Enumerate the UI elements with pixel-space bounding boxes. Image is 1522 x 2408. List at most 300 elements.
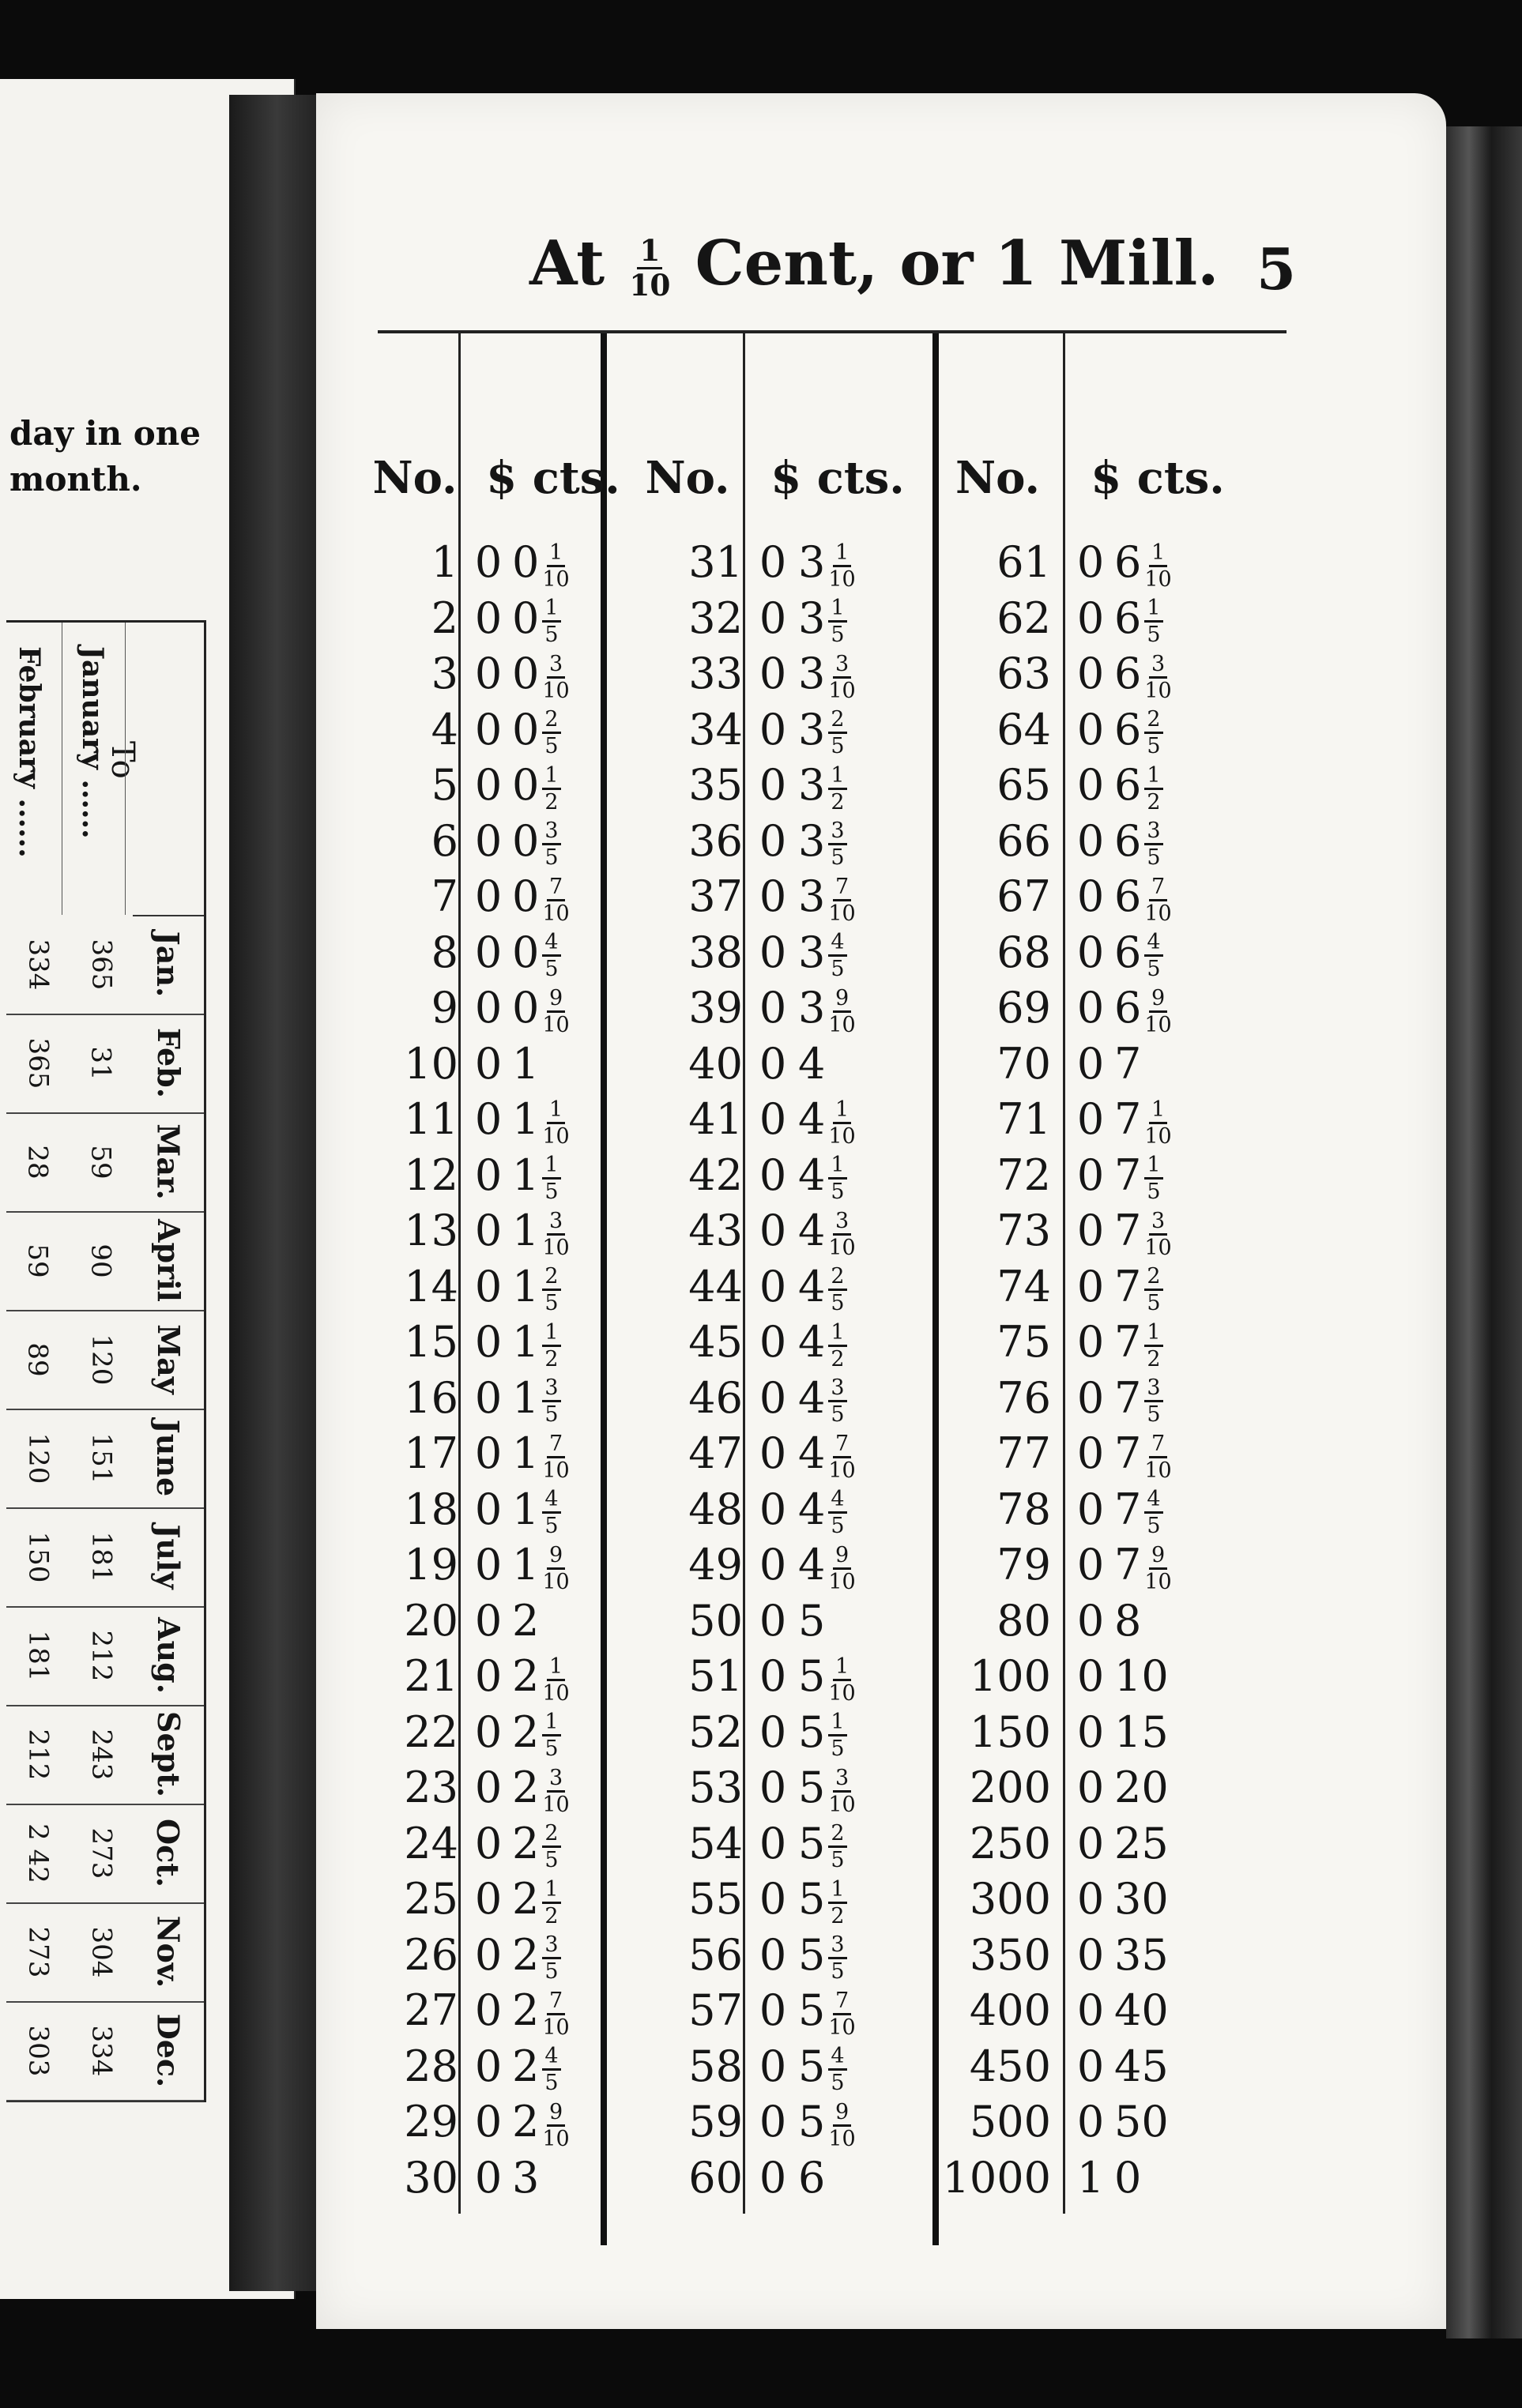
row-dollars: 0 — [474, 1094, 503, 1144]
from-january-days: 120 — [85, 1334, 117, 1385]
cents-fraction — [1144, 597, 1162, 645]
left-table-row — [6, 1902, 204, 2003]
row-cents — [512, 1816, 564, 1872]
row-dollars: 0 — [1076, 927, 1105, 977]
cents-fraction-numerator: 3 — [547, 1767, 565, 1793]
from-january-days: 243 — [85, 1729, 117, 1780]
cents-fraction-numerator: 9 — [1149, 1545, 1167, 1570]
row-number: 39 — [688, 983, 743, 1033]
row-number: 2 — [431, 593, 458, 643]
cents-whole: 4 — [798, 1484, 826, 1534]
row-dollars: 0 — [1076, 1985, 1105, 2035]
cents-fraction-numerator: 4 — [1144, 931, 1162, 957]
cents-whole: 7 — [1114, 1540, 1142, 1590]
cents-fraction-denominator: 5 — [544, 1736, 559, 1761]
cents-fraction-numerator: 2 — [542, 1266, 560, 1291]
cents-fraction-denominator: 5 — [831, 734, 845, 758]
row-number: 58 — [688, 2041, 743, 2091]
cents-fraction-numerator: 7 — [833, 876, 851, 901]
cents-fraction-denominator: 10 — [542, 1680, 570, 1706]
interest-table — [316, 333, 1446, 2229]
cents-fraction — [828, 1823, 846, 1871]
cents-fraction-denominator: 10 — [1144, 1235, 1172, 1260]
to-month-label-cell — [133, 1606, 204, 1705]
to-month-label: Dec. — [150, 2013, 186, 2088]
cents-whole: 0 — [512, 593, 540, 643]
row-cents — [798, 1203, 859, 1259]
column-rule — [743, 333, 745, 2214]
row-cents — [798, 1537, 859, 1593]
to-month-label-cell — [133, 1902, 204, 2001]
row-number: 55 — [688, 1874, 743, 1924]
cents-fraction-numerator: 3 — [547, 1210, 565, 1236]
cents-fraction — [828, 1990, 855, 2038]
cents-fraction-denominator: 10 — [1144, 901, 1172, 926]
cents-fraction-denominator: 5 — [544, 957, 559, 981]
cents-fraction — [542, 653, 569, 702]
cents-fraction-numerator: 1 — [547, 1656, 565, 1681]
row-cents — [1114, 1872, 1169, 1927]
row-number: 46 — [688, 1372, 743, 1423]
cents-fraction-denominator: 10 — [542, 566, 570, 592]
cents-whole: 0 — [512, 649, 540, 698]
row-dollars: 0 — [1076, 1651, 1105, 1701]
cents-fraction-denominator: 10 — [828, 1235, 856, 1260]
cents-whole: 6 — [1114, 649, 1142, 698]
row-cents — [1114, 1705, 1169, 1760]
cents-fraction — [1144, 542, 1171, 590]
cents-fraction — [828, 1488, 846, 1537]
row-number: 31 — [688, 537, 743, 587]
cents-whole: 7 — [1114, 1484, 1142, 1534]
to-month-label-cell — [133, 1804, 204, 1902]
row-cents — [1114, 758, 1166, 813]
cents-fraction — [542, 2045, 560, 2094]
cents-fraction — [542, 1876, 560, 1928]
to-month-label: May — [150, 1324, 186, 1394]
row-number: 62 — [996, 593, 1051, 643]
cents-fraction-denominator: 2 — [544, 1346, 559, 1371]
cents-fraction-numerator: 3 — [542, 820, 560, 845]
row-dollars: 0 — [759, 815, 787, 866]
cents-fraction-denominator: 10 — [1144, 1012, 1172, 1037]
row-number: 6 — [431, 815, 458, 866]
row-number: 8 — [431, 927, 458, 977]
row-number: 79 — [996, 1540, 1051, 1590]
row-cents — [512, 591, 564, 646]
cents-fraction — [1144, 820, 1162, 868]
row-cents — [512, 1148, 564, 1203]
cents-fraction-numerator: 1 — [828, 1711, 846, 1736]
cents-fraction — [1144, 1210, 1171, 1259]
cents-whole: 0 — [512, 760, 540, 810]
cents-fraction — [542, 709, 560, 757]
cents-fraction-numerator: 4 — [542, 2045, 560, 2071]
cents-whole: 4 — [798, 1038, 826, 1089]
cents-whole: 20 — [1114, 1763, 1169, 1812]
from-february-days: 273 — [22, 1926, 54, 1977]
row-dollars: 0 — [759, 1540, 787, 1590]
from-january-days-cell — [70, 1804, 133, 1902]
from-february-days-cell — [6, 1507, 70, 1606]
row-cents — [798, 1649, 859, 1704]
from-february-days-cell — [6, 1606, 70, 1705]
cents-whole: 6 — [1114, 593, 1142, 643]
group-divider — [601, 333, 607, 2245]
cents-whole: 5 — [798, 1818, 826, 1868]
to-month-label-cell — [133, 1310, 204, 1409]
cents-fraction-numerator: 1 — [547, 1099, 565, 1124]
cents-fraction-denominator: 5 — [544, 734, 559, 758]
cents-fraction-numerator: 9 — [547, 988, 565, 1013]
cents-fraction-denominator: 5 — [831, 1848, 845, 1872]
cents-fraction — [1144, 931, 1162, 980]
cents-fraction — [542, 1266, 560, 1314]
title-fraction-denominator: 10 — [629, 268, 671, 303]
row-cents — [512, 1537, 573, 1593]
cents-fraction-denominator: 10 — [828, 2126, 856, 2151]
cents-fraction — [542, 1377, 560, 1425]
cents-fraction-denominator: 5 — [1147, 623, 1161, 647]
row-cents — [798, 591, 850, 646]
from-january-days-cell — [70, 1014, 133, 1112]
to-month-label: Oct. — [150, 1818, 186, 1888]
cents-whole: 6 — [1114, 704, 1142, 754]
from-january-days-cell — [70, 1211, 133, 1310]
row-cents — [1114, 646, 1175, 702]
from-january-days-cell — [70, 2001, 133, 2100]
cents-fraction-denominator: 5 — [1147, 1291, 1161, 1315]
row-cents — [798, 646, 859, 702]
cents-fraction-numerator: 1 — [542, 1322, 560, 1347]
row-number: 56 — [688, 1929, 743, 1980]
cents-fraction — [828, 709, 846, 757]
row-number: 17 — [404, 1428, 458, 1478]
cents-whole: 5 — [798, 1874, 826, 1924]
row-number: 76 — [996, 1372, 1051, 1423]
row-number: 26 — [404, 1929, 458, 1980]
cents-whole: 4 — [798, 1149, 826, 1200]
row-number: 100 — [969, 1651, 1051, 1701]
from-january-days-cell — [70, 1606, 133, 1705]
row-number: 52 — [688, 1706, 743, 1757]
row-number: 25 — [404, 1874, 458, 1924]
left-heading-line-2: month. — [9, 460, 142, 499]
cents-whole: 5 — [798, 2041, 826, 2091]
to-month-label-cell — [133, 915, 204, 1014]
row-dollars: 0 — [759, 537, 787, 587]
cents-fraction — [828, 1154, 846, 1202]
cents-whole: 15 — [1114, 1706, 1169, 1757]
row-cents — [512, 758, 564, 813]
cents-whole: 7 — [1114, 1149, 1142, 1200]
row-cents — [798, 758, 850, 813]
from-february-days: 2 42 — [21, 1823, 54, 1883]
cents-fraction — [828, 1656, 855, 1704]
cents-fraction — [542, 931, 560, 980]
column-header-dollars-cents: $ cts. — [1091, 452, 1225, 504]
cents-fraction-denominator: 10 — [1144, 1569, 1172, 1594]
cents-fraction — [828, 1542, 856, 1594]
row-dollars: 0 — [1076, 1206, 1105, 1255]
row-number: 78 — [996, 1484, 1051, 1534]
row-cents — [1114, 814, 1166, 869]
cents-fraction — [828, 1767, 855, 1815]
row-number: 5 — [431, 760, 458, 810]
cents-fraction-denominator: 10 — [542, 1569, 570, 1594]
row-number: 29 — [404, 2097, 458, 2147]
row-number: 11 — [404, 1094, 458, 1144]
cents-whole: 7 — [1114, 1094, 1142, 1144]
row-dollars: 0 — [1076, 760, 1105, 810]
cents-fraction — [1144, 1542, 1172, 1594]
row-dollars: 0 — [474, 1595, 503, 1646]
cents-fraction — [542, 1319, 560, 1371]
row-dollars: 0 — [759, 927, 787, 977]
to-month-label: Nov. — [150, 1915, 186, 1988]
row-dollars: 0 — [759, 2041, 787, 2091]
row-number: 12 — [404, 1149, 458, 1200]
row-cents — [1114, 591, 1166, 646]
row-cents — [1114, 2094, 1169, 2150]
cents-fraction — [828, 1433, 855, 1481]
cents-fraction — [828, 1266, 846, 1314]
cents-fraction-numerator: 2 — [1144, 1266, 1162, 1291]
row-cents — [512, 1649, 573, 1704]
row-number: 57 — [688, 1985, 743, 2035]
to-month-label: June — [150, 1419, 186, 1497]
cents-fraction-numerator: 1 — [828, 1154, 846, 1180]
cents-fraction-denominator: 5 — [831, 957, 845, 981]
row-dollars: 0 — [1076, 1818, 1105, 1868]
left-table-row — [6, 2001, 204, 2101]
from-january-days: 304 — [85, 1926, 117, 1977]
row-dollars: 0 — [759, 2152, 787, 2203]
cents-fraction-denominator: 5 — [1147, 1514, 1161, 1538]
cents-fraction-numerator: 2 — [828, 709, 846, 734]
cents-fraction — [542, 1433, 569, 1481]
cents-fraction-numerator: 3 — [828, 820, 846, 845]
cents-fraction-numerator: 1 — [833, 1099, 851, 1124]
row-dollars: 0 — [759, 2097, 787, 2147]
cents-whole: 6 — [1114, 760, 1142, 810]
cents-whole: 2 — [512, 1706, 540, 1757]
row-cents — [798, 1371, 850, 1426]
row-dollars: 0 — [474, 2152, 503, 2203]
cents-whole: 3 — [798, 649, 826, 698]
from-february-days-cell — [6, 1902, 70, 2001]
row-dollars: 0 — [1076, 1595, 1105, 1646]
left-heading-line-1: day in one — [9, 414, 201, 453]
cents-whole: 10 — [1114, 1651, 1169, 1701]
row-number: 250 — [969, 1818, 1051, 1868]
row-cents — [512, 1203, 573, 1259]
row-dollars: 0 — [474, 760, 503, 810]
row-dollars: 0 — [474, 1763, 503, 1812]
row-number: 34 — [688, 704, 743, 754]
row-dollars: 0 — [759, 1818, 787, 1868]
row-number: 44 — [688, 1261, 743, 1311]
cents-whole: 4 — [798, 1540, 826, 1590]
row-dollars: 0 — [1076, 983, 1105, 1033]
cents-whole: 4 — [798, 1094, 826, 1144]
cents-whole: 3 — [512, 2152, 540, 2203]
row-cents — [1114, 1092, 1175, 1147]
row-dollars: 0 — [1076, 593, 1105, 643]
cents-fraction-numerator: 9 — [833, 988, 851, 1013]
row-number: 74 — [996, 1261, 1051, 1311]
row-number: 45 — [688, 1317, 743, 1367]
cents-fraction-denominator: 10 — [542, 1458, 570, 1483]
cents-fraction-numerator: 1 — [1144, 597, 1162, 623]
row-number: 7 — [431, 871, 458, 921]
row-dollars: 0 — [1076, 1038, 1105, 1089]
to-label: To — [104, 741, 141, 779]
row-number: 19 — [404, 1540, 458, 1590]
row-cents — [512, 814, 564, 869]
from-february-days-cell — [6, 1310, 70, 1409]
cents-fraction-numerator: 3 — [542, 1377, 560, 1402]
row-dollars: 1 — [1076, 2152, 1105, 2203]
cents-whole: 3 — [798, 815, 826, 866]
cents-whole: 8 — [1114, 1595, 1142, 1646]
cents-fraction-denominator: 10 — [542, 678, 570, 703]
cents-fraction-numerator: 9 — [547, 2101, 565, 2127]
row-cents — [1114, 702, 1166, 758]
cents-fraction-denominator: 2 — [544, 789, 559, 815]
row-number: 150 — [969, 1706, 1051, 1757]
cents-whole: 5 — [798, 1985, 826, 2035]
row-cents — [1114, 1593, 1141, 1649]
column-header-no: No. — [372, 452, 458, 504]
cents-fraction-numerator: 1 — [828, 1879, 846, 1904]
row-dollars: 0 — [1076, 537, 1105, 587]
cents-fraction — [828, 1711, 846, 1759]
row-cents — [798, 1593, 825, 1649]
row-cents — [798, 1760, 859, 1815]
row-dollars: 0 — [1076, 2041, 1105, 2091]
row-dollars: 0 — [1076, 1706, 1105, 1757]
cents-fraction — [542, 1990, 569, 2038]
left-table-row — [6, 1804, 204, 1904]
to-month-label-cell — [133, 1507, 204, 1606]
row-number: 80 — [996, 1595, 1051, 1646]
row-cents — [1114, 1426, 1175, 1481]
row-cents — [512, 1482, 564, 1537]
cents-whole: 2 — [512, 1874, 540, 1924]
row-cents — [512, 1259, 564, 1315]
cents-whole: 2 — [512, 1985, 540, 2035]
cents-fraction — [542, 1542, 570, 1594]
row-dollars: 0 — [1076, 2097, 1105, 2147]
cents-fraction — [828, 1876, 846, 1928]
cents-fraction-numerator: 1 — [542, 1154, 560, 1180]
cents-fraction — [1144, 1319, 1162, 1371]
cents-fraction — [1144, 1377, 1162, 1425]
cents-fraction-denominator: 10 — [828, 1680, 856, 1706]
row-number: 400 — [969, 1985, 1051, 2035]
from-january-days: 151 — [85, 1432, 117, 1484]
row-cents — [1114, 1259, 1166, 1315]
cents-fraction — [542, 1656, 569, 1704]
to-month-label-cell — [133, 1211, 204, 1310]
cents-fraction-numerator: 2 — [542, 1823, 560, 1848]
row-dollars: 0 — [474, 537, 503, 587]
row-cents — [512, 535, 573, 590]
row-dollars: 0 — [759, 1595, 787, 1646]
row-cents — [798, 1928, 850, 1983]
cents-whole: 1 — [512, 1149, 540, 1200]
cents-fraction-denominator: 10 — [542, 1012, 570, 1037]
cents-whole: 50 — [1114, 2097, 1169, 2147]
cents-fraction-numerator: 9 — [833, 2101, 851, 2127]
row-dollars: 0 — [1076, 1540, 1105, 1590]
cents-whole: 6 — [1114, 983, 1142, 1033]
row-cents — [1114, 1371, 1166, 1426]
row-dollars: 0 — [1076, 871, 1105, 921]
cents-fraction — [542, 542, 569, 590]
row-number: 43 — [688, 1206, 743, 1255]
row-cents — [798, 1426, 859, 1481]
cents-fraction — [1144, 1154, 1162, 1202]
to-month-label: Jan. — [150, 931, 186, 998]
from-january-days-cell — [70, 915, 133, 1014]
row-dollars: 0 — [759, 1484, 787, 1534]
cents-whole: 2 — [512, 1651, 540, 1701]
row-dollars: 0 — [759, 1094, 787, 1144]
left-table-row — [6, 1014, 204, 1114]
cents-whole: 25 — [1114, 1818, 1169, 1868]
row-number: 66 — [996, 815, 1051, 866]
cents-whole: 2 — [512, 1763, 540, 1812]
cents-fraction-numerator: 7 — [547, 876, 565, 901]
cents-whole: 0 — [1114, 2152, 1142, 2203]
row-dollars: 0 — [759, 1985, 787, 2035]
row-cents — [798, 1816, 850, 1872]
to-month-label-cell — [133, 1705, 204, 1804]
cents-fraction-denominator: 10 — [1144, 1123, 1172, 1149]
from-january-days-cell — [70, 1310, 133, 1409]
title-prefix: At — [529, 228, 605, 299]
row-number: 54 — [688, 1818, 743, 1868]
row-cents — [798, 980, 859, 1036]
cents-fraction-numerator: 3 — [542, 1934, 560, 1959]
cents-whole: 5 — [798, 1706, 826, 1757]
cents-fraction — [828, 1934, 846, 1982]
cents-fraction-numerator: 3 — [1149, 1210, 1167, 1236]
row-cents — [1114, 1037, 1141, 1092]
row-number: 71 — [996, 1094, 1051, 1144]
row-number: 69 — [996, 983, 1051, 1033]
row-number: 64 — [996, 704, 1051, 754]
row-dollars: 0 — [1076, 1149, 1105, 1200]
row-dollars: 0 — [1076, 1763, 1105, 1812]
cents-fraction-numerator: 1 — [833, 1656, 851, 1681]
cents-fraction-denominator: 5 — [1147, 734, 1161, 758]
row-cents — [798, 2039, 850, 2094]
row-cents — [1114, 925, 1166, 980]
from-february-label: February ...... — [13, 646, 46, 858]
cents-fraction-denominator: 5 — [1147, 957, 1161, 981]
from-february-days: 28 — [21, 1144, 54, 1180]
row-number: 300 — [969, 1874, 1051, 1924]
row-cents — [1114, 535, 1175, 590]
row-dollars: 0 — [474, 2041, 503, 2091]
cents-fraction-numerator: 1 — [1144, 1322, 1162, 1347]
row-dollars: 0 — [759, 1149, 787, 1200]
cents-whole: 6 — [1114, 871, 1142, 921]
cents-fraction-denominator: 10 — [542, 1123, 570, 1149]
